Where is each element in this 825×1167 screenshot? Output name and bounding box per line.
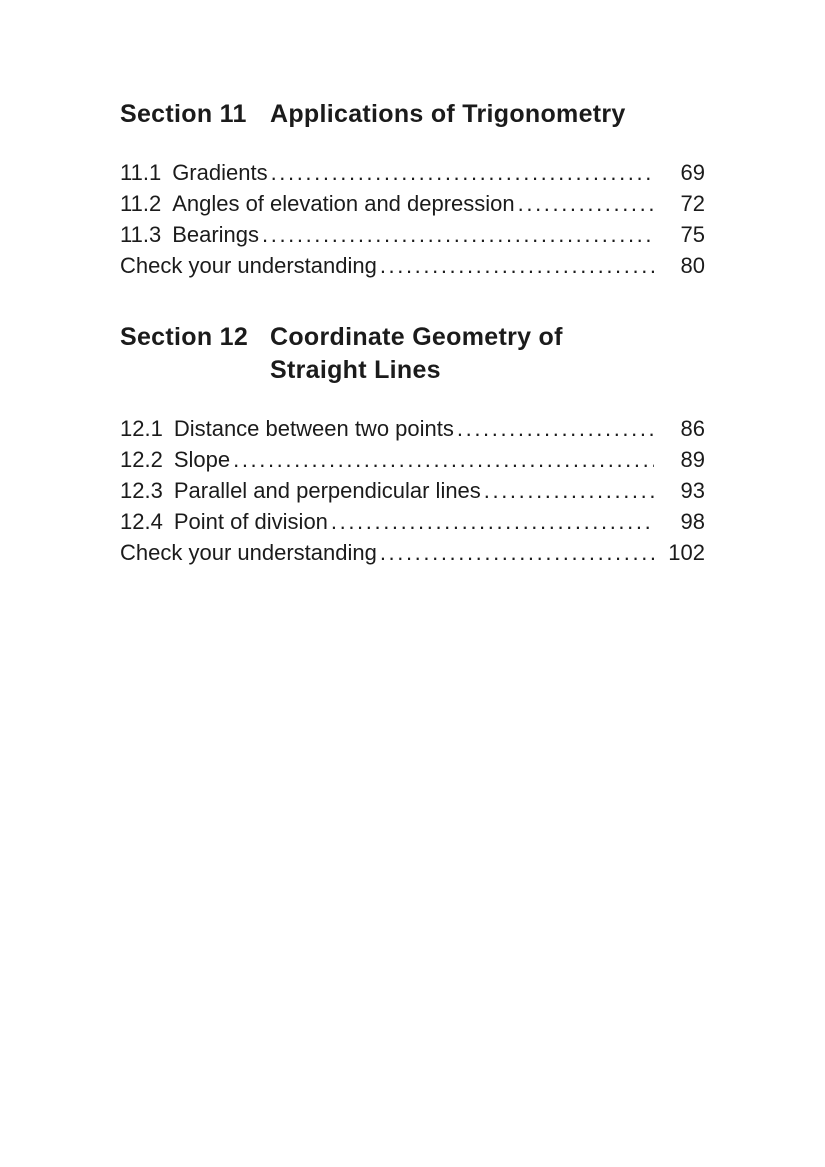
- entry-title: Check your understanding: [120, 253, 377, 278]
- entry-page-number: 75: [680, 222, 705, 247]
- entry-title: Bearings: [172, 222, 260, 247]
- section-12-heading: [120, 321, 705, 387]
- entry-page-number: 102: [668, 540, 705, 565]
- dot-leader: [233, 444, 654, 475]
- section-12-title: [270, 321, 563, 387]
- entry-page-number: 89: [680, 447, 705, 472]
- toc-entry: [120, 250, 705, 281]
- section-12-label: Section 12: [120, 323, 249, 351]
- section-11-title-line: Applications of Trigonometry: [270, 100, 626, 128]
- entry-title: Distance between two points: [173, 416, 454, 441]
- dot-leader: [262, 219, 654, 250]
- entry-title: Check your understanding: [120, 540, 377, 565]
- entry-number: 12.4: [120, 509, 163, 534]
- entry-page-number: 98: [680, 509, 705, 534]
- toc-entry: [120, 444, 705, 475]
- dot-leader: [271, 157, 654, 188]
- toc-entry: [120, 413, 705, 444]
- section-11-entries: [120, 157, 705, 281]
- entry-title: Slope: [173, 447, 231, 472]
- toc-entry: [120, 475, 705, 506]
- entry-number: 11.3: [120, 222, 162, 247]
- toc-entry: [120, 157, 705, 188]
- entry-page-number: 72: [680, 191, 705, 216]
- section-11-label: Section 11: [120, 100, 247, 128]
- entry-number: 12.3: [120, 478, 163, 503]
- toc-section-11: [120, 98, 705, 281]
- entry-title: Parallel and perpendicular lines: [173, 478, 481, 503]
- entry-page-number: 86: [680, 416, 705, 441]
- dot-leader: [380, 537, 654, 568]
- section-12-title-line-2: Straight Lines: [270, 356, 441, 384]
- entry-title: Gradients: [172, 160, 268, 185]
- toc-entry: [120, 188, 705, 219]
- dot-leader: [518, 188, 654, 219]
- toc-entry: [120, 506, 705, 537]
- section-11-heading: [120, 98, 705, 131]
- toc-section-12: [120, 321, 705, 568]
- toc-entry: [120, 537, 705, 568]
- section-12-title-line-1: Coordinate Geometry of: [270, 323, 563, 351]
- dot-leader: [484, 475, 654, 506]
- section-11-title: [270, 98, 626, 131]
- entry-page-number: 93: [680, 478, 705, 503]
- entry-title: Point of division: [173, 509, 328, 534]
- entry-number: 12.2: [120, 447, 163, 472]
- dot-leader: [457, 413, 654, 444]
- dot-leader: [380, 250, 654, 281]
- entry-number: 12.1: [120, 416, 163, 441]
- toc-entry: [120, 219, 705, 250]
- dot-leader: [331, 506, 654, 537]
- entry-page-number: 80: [680, 253, 705, 278]
- entry-number: 11.2: [120, 191, 162, 216]
- entry-page-number: 69: [680, 160, 705, 185]
- entry-title: Angles of elevation and depression: [172, 191, 515, 216]
- entry-number: 11.1: [120, 160, 162, 185]
- section-12-entries: [120, 413, 705, 568]
